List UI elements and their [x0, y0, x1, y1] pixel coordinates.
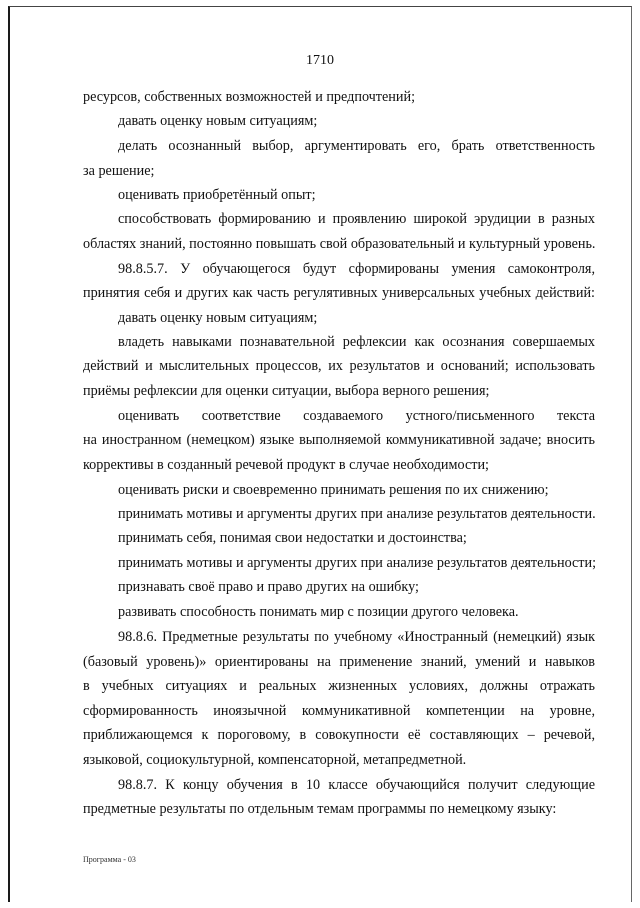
text-line: оценивать приобретённый опыт; — [118, 187, 316, 203]
text-line: оценивать соответствие создаваемого устного/письменного текста — [118, 408, 595, 424]
text-line: в учебных ситуациях и реальных жизненных условиях, должны отражать — [83, 678, 595, 694]
text-line: областях знаний, постоянно повышать свой образовательный и культурный уровень. — [83, 236, 596, 252]
text-line: развивать способность понимать мир с позиции другого человека. — [118, 604, 519, 620]
text-line: действий и мыслительных процессов, их результатов и оснований; использовать — [83, 358, 595, 374]
text-line: делать осознанный выбор, аргументировать его, брать ответственность — [118, 138, 595, 154]
text-line: на иностранном (немецком) языке выполняемой коммуникативной задаче; вносить — [83, 432, 595, 448]
text-line: владеть навыками познавательной рефлексии как осознания совершаемых — [118, 334, 595, 350]
text-line: (базовый уровень)» ориентированы на применение знаний, умений и навыков — [83, 654, 595, 670]
text-line: коррективы в созданный речевой продукт в случае необходимости; — [83, 457, 489, 473]
text-line: давать оценку новым ситуациям; — [118, 310, 318, 326]
text-line: 98.8.5.7. У обучающегося будут сформированы умения самоконтроля, — [118, 261, 595, 277]
text-line: признавать своё право и право других на ошибку; — [118, 579, 419, 595]
text-line: 98.8.7. К концу обучения в 10 классе обучающийся получит следующие — [118, 777, 595, 793]
text-line: давать оценку новым ситуациям; — [118, 113, 318, 129]
text-line: принимать себя, понимая свои недостатки и достоинства; — [118, 530, 467, 546]
footer-note: Программа - 03 — [83, 855, 136, 864]
text-line: приёмы рефлексии для оценки ситуации, выбора верного решения; — [83, 383, 490, 399]
text-line: предметные результаты по отдельным темам программы по немецкому языку: — [83, 801, 557, 817]
text-line: языковой, социокультурной, компенсаторной, метапредметной. — [83, 752, 467, 768]
page-number: 1710 — [306, 53, 334, 68]
text-line: 98.8.6. Предметные результаты по учебному «Иностранный (немецкий) язык — [118, 629, 595, 645]
text-line: принимать мотивы и аргументы других при анализе результатов деятельности. — [118, 506, 596, 522]
text-line: сформированность иноязычной коммуникативной компетенции на уровне, — [83, 703, 595, 719]
text-line: приближающемся к пороговому, в совокупности её составляющих – речевой, — [83, 727, 595, 743]
text-line: принятия себя и других как часть регулятивных универсальных учебных действий: — [83, 285, 595, 301]
text-line: принимать мотивы и аргументы других при анализе результатов деятельности; — [118, 555, 597, 571]
text-line: оценивать риски и своевременно принимать решения по их снижению; — [118, 482, 549, 498]
text-line: способствовать формированию и проявлению широкой эрудиции в разных — [118, 211, 595, 227]
text-line: ресурсов, собственных возможностей и предпочтений; — [83, 89, 416, 105]
text-line: за решение; — [83, 163, 155, 179]
